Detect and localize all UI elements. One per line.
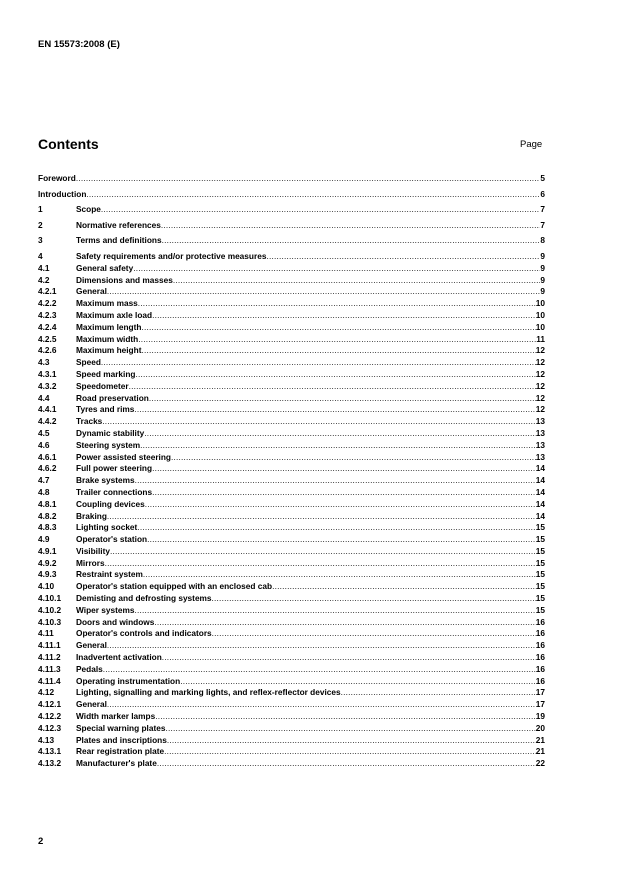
toc-entry-number: 4.11.3 (38, 663, 61, 674)
toc-entry-page: 15 (535, 557, 545, 568)
toc-leader-dots (155, 711, 536, 723)
toc-entry[interactable] (38, 699, 545, 711)
toc-leader-dots (110, 546, 536, 558)
toc-entry-title: Width marker lamps (76, 711, 156, 722)
toc-entry-number: 4.12.3 (38, 722, 62, 733)
toc-entry-number: 4.6.2 (38, 463, 57, 474)
toc-leader-dots (107, 699, 536, 711)
toc-leader-dots (162, 235, 541, 247)
toc-entry-title: Power assisted steering (76, 451, 171, 462)
toc-leader-dots (152, 487, 536, 499)
toc-entry-number: 4.11.1 (38, 640, 61, 651)
toc-entry[interactable] (38, 404, 545, 416)
toc-entry-number: 4.13.2 (38, 758, 62, 769)
toc-leader-dots (171, 452, 536, 464)
toc-entry-title: Steering system (76, 439, 141, 450)
toc-entry-number: 4.10.3 (38, 616, 62, 627)
toc-entry-page: 10 (535, 321, 545, 332)
toc-leader-dots (134, 404, 535, 416)
toc-entry-page: 7 (540, 204, 545, 215)
toc-entry[interactable] (38, 676, 545, 688)
toc-entry-page: 13 (535, 427, 545, 438)
toc-entry[interactable] (38, 581, 545, 593)
toc-leader-dots (157, 758, 536, 770)
toc-leader-dots (107, 640, 536, 652)
toc-entry-title: Dimensions and masses (76, 274, 173, 285)
toc-entry-number: 4.2.3 (38, 309, 57, 320)
toc-entry-page: 11 (536, 333, 545, 344)
toc-leader-dots (147, 534, 536, 546)
toc-leader-dots (154, 617, 535, 629)
toc-entry-page: 17 (535, 699, 545, 710)
toc-entry-number: 4.2 (38, 274, 50, 285)
toc-entry-title: General (76, 699, 107, 710)
toc-leader-dots (165, 723, 535, 735)
toc-entry-page: 15 (535, 534, 545, 545)
table-of-contents (38, 173, 545, 770)
toc-leader-dots (180, 676, 536, 688)
toc-entry-title: Visibility (76, 545, 110, 556)
toc-entry-title: Mirrors (76, 557, 105, 568)
toc-entry-page: 16 (535, 628, 545, 639)
toc-entry-title: Operator's station equipped with an enclosed cab (76, 581, 273, 592)
toc-entry-number: 4.8 (38, 486, 50, 497)
toc-entry[interactable] (38, 569, 545, 581)
toc-entry[interactable] (38, 204, 545, 216)
toc-entry[interactable] (38, 189, 545, 201)
toc-leader-dots (107, 511, 536, 523)
toc-entry-number: 4.6.1 (38, 451, 57, 462)
toc-entry[interactable] (38, 711, 545, 723)
toc-entry-number: 4.9.2 (38, 557, 57, 568)
toc-entry-title: Doors and windows (76, 616, 155, 627)
toc-entry[interactable] (38, 416, 545, 428)
toc-entry-title: Special warning plates (76, 722, 166, 733)
toc-entry[interactable] (38, 369, 545, 381)
toc-entry-number: 4.3 (38, 357, 50, 368)
toc-entry-number: 4.3.2 (38, 380, 57, 391)
toc-entry[interactable] (38, 628, 545, 640)
toc-entry-title: Restraint system (76, 569, 143, 580)
toc-entry-number: 4.13.1 (38, 746, 62, 757)
toc-leader-dots (129, 381, 536, 393)
toc-entry-title: Wiper systems (76, 604, 135, 615)
toc-entry-number: 4.11.2 (38, 652, 61, 663)
toc-entry-page: 15 (535, 569, 545, 580)
toc-entry-title: Braking (76, 510, 107, 521)
toc-entry-number: 4.4.2 (38, 416, 57, 427)
toc-entry-number: 4.3.1 (38, 368, 57, 379)
toc-entry-number: 4 (38, 250, 43, 261)
toc-entry-title: Normative references (76, 219, 161, 230)
toc-entry-number: 4.8.2 (38, 510, 57, 521)
toc-entry-number: 4.9.1 (38, 545, 57, 556)
page-number: 2 (38, 836, 44, 847)
toc-entry-title: Pedals (76, 663, 103, 674)
toc-entry[interactable] (38, 357, 545, 369)
toc-entry[interactable] (38, 758, 545, 770)
toc-entry-title: Operating instrumentation (76, 675, 181, 686)
toc-entry-page: 14 (535, 510, 545, 521)
toc-entry-number: 4.9.3 (38, 569, 57, 580)
toc-leader-dots (135, 605, 536, 617)
toc-leader-dots (137, 522, 535, 534)
toc-entry-title: Brake systems (76, 475, 135, 486)
toc-entry-number: 3 (38, 235, 43, 246)
toc-entry[interactable] (38, 322, 545, 334)
toc-leader-dots (167, 735, 536, 747)
toc-entry-number: 1 (38, 204, 43, 215)
toc-entry-number: 4.2.5 (38, 333, 57, 344)
toc-leader-dots (102, 416, 535, 428)
toc-entry-page: 10 (535, 298, 545, 309)
toc-entry-title: Speedometer (76, 380, 129, 391)
toc-entry[interactable] (38, 534, 545, 546)
toc-leader-dots (145, 499, 536, 511)
toc-entry-title: Manufacturer's plate (76, 758, 157, 769)
toc-entry-page: 9 (540, 274, 545, 285)
toc-entry-number: 4.10.2 (38, 604, 62, 615)
toc-leader-dots (135, 475, 536, 487)
toc-entry[interactable] (38, 286, 545, 298)
toc-entry-page: 13 (535, 451, 545, 462)
toc-entry-title: Speed (76, 357, 101, 368)
toc-entry-title: Dynamic stability (76, 427, 145, 438)
toc-leader-dots (162, 652, 536, 664)
toc-entry-title: Road preservation (76, 392, 149, 403)
toc-entry-page: 7 (540, 219, 545, 230)
toc-entry-page: 21 (535, 746, 545, 757)
toc-entry-page: 16 (535, 675, 545, 686)
toc-entry-number: 4.4.1 (38, 404, 57, 415)
toc-entry-page: 12 (535, 345, 545, 356)
toc-entry-number: 4.1 (38, 262, 50, 273)
toc-entry-number: 4.12 (38, 687, 55, 698)
toc-entry-number: 4.12.2 (38, 711, 62, 722)
toc-entry-page: 9 (540, 262, 545, 273)
toc-entry-page: 12 (535, 392, 545, 403)
toc-entry[interactable] (38, 652, 545, 664)
toc-entry[interactable] (38, 220, 545, 232)
toc-entry-title: General (76, 286, 107, 297)
toc-leader-dots (173, 275, 541, 287)
toc-entry-page: 12 (535, 404, 545, 415)
toc-entry[interactable] (38, 251, 545, 263)
document-id: EN 15573:2008 (E) (38, 39, 120, 50)
toc-entry-number: 4.5 (38, 427, 50, 438)
toc-entry[interactable] (38, 499, 545, 511)
toc-leader-dots (101, 204, 540, 216)
toc-entry-number: 4.8.1 (38, 498, 57, 509)
toc-entry[interactable] (38, 235, 545, 247)
toc-leader-dots (101, 357, 536, 369)
toc-entry-title: Trailer connections (76, 486, 153, 497)
toc-entry-title: Demisting and defrosting systems (76, 593, 212, 604)
toc-entry[interactable] (38, 275, 545, 287)
toc-entry[interactable] (38, 475, 545, 487)
toc-entry[interactable] (38, 511, 545, 523)
toc-entry-title: Operator's station (76, 534, 148, 545)
toc-entry-title: Maximum width (76, 333, 139, 344)
page-column-label: Page (520, 139, 543, 150)
toc-entry-title: Inadvertent activation (76, 652, 162, 663)
toc-entry-title: Maximum mass (76, 298, 138, 309)
toc-entry-number: 4.6 (38, 439, 50, 450)
toc-entry[interactable] (38, 298, 545, 310)
toc-entry-page: 16 (535, 652, 545, 663)
toc-entry-page: 16 (535, 640, 545, 651)
toc-entry-page: 16 (535, 616, 545, 627)
toc-entry-page: 15 (535, 522, 545, 533)
toc-entry-title: Full power steering (76, 463, 153, 474)
toc-entry-number: 4.10 (38, 581, 55, 592)
toc-entry[interactable] (38, 522, 545, 534)
toc-leader-dots (149, 393, 536, 405)
toc-entry-page: 10 (535, 309, 545, 320)
toc-entry[interactable] (38, 617, 545, 629)
toc-entry[interactable] (38, 263, 545, 275)
toc-leader-dots (143, 569, 536, 581)
toc-entry-page: 21 (535, 734, 545, 745)
toc-leader-dots (212, 593, 536, 605)
toc-entry-page: 22 (535, 758, 545, 769)
toc-entry[interactable] (38, 735, 545, 747)
toc-entry-title: Scope (76, 204, 101, 215)
toc-entry-page: 12 (535, 357, 545, 368)
toc-leader-dots (141, 322, 535, 334)
toc-entry-title: Operator's controls and indicators (76, 628, 212, 639)
toc-entry[interactable] (38, 546, 545, 558)
toc-leader-dots (144, 428, 536, 440)
toc-entry[interactable] (38, 428, 545, 440)
toc-entry-page: 12 (535, 380, 545, 391)
toc-entry-number: 4.10.1 (38, 593, 62, 604)
toc-leader-dots (138, 334, 536, 346)
toc-entry-page: 14 (535, 486, 545, 497)
toc-entry-page: 16 (535, 663, 545, 674)
toc-entry-number: 4.13 (38, 734, 55, 745)
toc-entry-title: Tyres and rims (76, 404, 135, 415)
toc-entry-page: 8 (540, 235, 545, 246)
toc-entry-page: 13 (535, 439, 545, 450)
toc-entry-title: General safety (76, 262, 134, 273)
toc-entry-page: 17 (535, 687, 545, 698)
toc-leader-dots (272, 581, 536, 593)
toc-leader-dots (152, 310, 536, 322)
toc-entry-page: 14 (535, 463, 545, 474)
toc-leader-dots (141, 345, 535, 357)
toc-entry[interactable] (38, 746, 545, 758)
toc-leader-dots (140, 440, 536, 452)
toc-leader-dots (107, 286, 540, 298)
toc-entry-number: 4.2.6 (38, 345, 57, 356)
toc-leader-dots (103, 664, 536, 676)
toc-entry-title: Maximum length (76, 321, 142, 332)
toc-entry[interactable] (38, 593, 545, 605)
toc-leader-dots (135, 369, 535, 381)
toc-entry-number: 4.11 (38, 628, 54, 639)
toc-entry-title: Lighting, signalling and marking lights, and reflex-reflector devices (76, 687, 341, 698)
toc-entry-title: Foreword (38, 173, 76, 183)
toc-entry-title: Speed marking (76, 368, 136, 379)
toc-entry[interactable] (38, 173, 545, 185)
toc-entry-page: 9 (540, 286, 545, 297)
toc-entry[interactable] (38, 558, 545, 570)
toc-entry[interactable] (38, 463, 545, 475)
toc-leader-dots (76, 173, 541, 185)
toc-entry[interactable] (38, 605, 545, 617)
toc-leader-dots (164, 746, 536, 758)
toc-entry-page: 19 (535, 711, 545, 722)
toc-entry-title: General (76, 640, 107, 651)
toc-leader-dots (133, 263, 540, 275)
toc-entry-title: Plates and inscriptions (76, 734, 167, 745)
toc-entry-title: Terms and definitions (76, 235, 162, 246)
toc-entry[interactable] (38, 381, 545, 393)
toc-entry-page: 20 (535, 722, 545, 733)
toc-entry-number: 4.8.3 (38, 522, 57, 533)
toc-entry[interactable] (38, 393, 545, 405)
toc-leader-dots (341, 687, 536, 699)
toc-leader-dots (86, 189, 540, 201)
toc-entry-title: Maximum axle load (76, 309, 153, 320)
toc-entry[interactable] (38, 723, 545, 735)
toc-entry-number: 4.2.4 (38, 321, 57, 332)
toc-leader-dots (212, 628, 536, 640)
toc-entry-title: Maximum height (76, 345, 142, 356)
toc-entry-page: 15 (535, 545, 545, 556)
toc-entry-page: 12 (535, 368, 545, 379)
toc-entry-title: Tracks (76, 416, 103, 427)
contents-title: Contents (38, 136, 99, 152)
toc-entry[interactable] (38, 664, 545, 676)
toc-entry[interactable] (38, 687, 545, 699)
toc-entry[interactable] (38, 640, 545, 652)
toc-leader-dots (161, 220, 541, 232)
toc-entry-number: 4.9 (38, 534, 50, 545)
toc-entry-number: 4.4 (38, 392, 50, 403)
toc-entry-number: 2 (38, 219, 43, 230)
toc-entry-page: 9 (540, 250, 545, 261)
toc-leader-dots (266, 251, 540, 263)
toc-entry[interactable] (38, 452, 545, 464)
toc-entry-number: 4.12.1 (38, 699, 62, 710)
toc-entry-page: 13 (535, 416, 545, 427)
toc-entry[interactable] (38, 487, 545, 499)
toc-entry-page: 5 (540, 173, 545, 183)
toc-leader-dots (152, 463, 536, 475)
toc-leader-dots (105, 558, 536, 570)
toc-entry-page: 6 (540, 188, 545, 199)
toc-entry-title: Introduction (38, 188, 87, 199)
toc-entry-page: 15 (535, 581, 545, 592)
toc-entry-number: 4.7 (38, 475, 50, 486)
toc-entry-page: 15 (535, 604, 545, 615)
toc-entry-number: 4.11.4 (38, 675, 61, 686)
toc-entry[interactable] (38, 440, 545, 452)
toc-entry-page: 14 (535, 498, 545, 509)
toc-entry[interactable] (38, 345, 545, 357)
toc-entry-number: 4.2.1 (38, 286, 57, 297)
toc-entry[interactable] (38, 334, 545, 346)
toc-entry-title: Rear registration plate (76, 746, 165, 757)
toc-entry[interactable] (38, 310, 545, 322)
toc-entry-title: Coupling devices (76, 498, 145, 509)
toc-entry-page: 14 (535, 475, 545, 486)
toc-entry-page: 15 (535, 593, 545, 604)
toc-entry-title: Safety requirements and/or protective measures (76, 250, 267, 261)
toc-leader-dots (138, 298, 536, 310)
toc-entry-number: 4.2.2 (38, 298, 57, 309)
toc-entry-title: Lighting socket (76, 522, 138, 533)
